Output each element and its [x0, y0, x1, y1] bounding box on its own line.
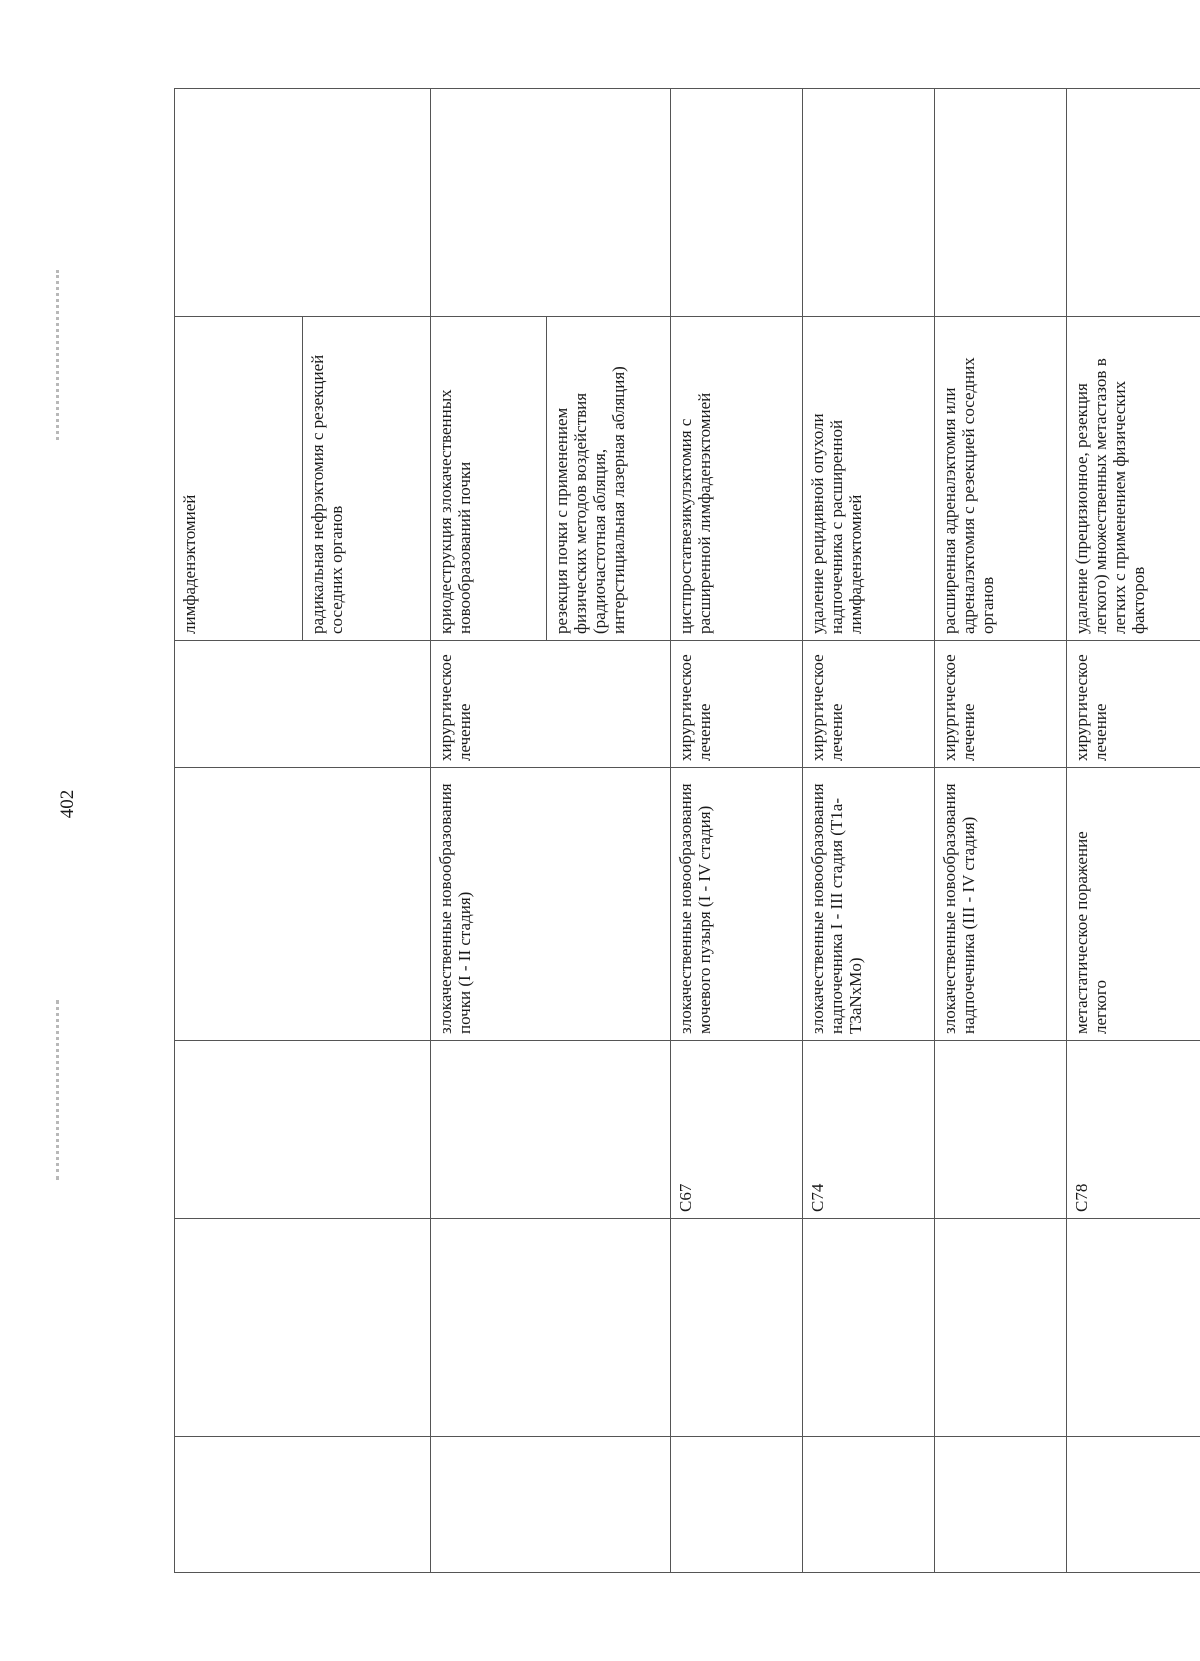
- empty-cell: [431, 1437, 671, 1573]
- empty-cell: [935, 1437, 1067, 1573]
- procedure-cell: удаление рецидивной опухоли надпочечника с расширенной лимфаденэктомией: [803, 317, 935, 641]
- empty-cell: [1067, 1219, 1200, 1437]
- empty-cell: [431, 1041, 671, 1219]
- empty-cell: [803, 1219, 935, 1437]
- treatment-table: [174, 88, 1200, 1573]
- code-cell: С78: [1067, 1041, 1200, 1219]
- table-row: [431, 89, 547, 1573]
- empty-cell: [1067, 1437, 1200, 1573]
- empty-cell: [803, 1437, 935, 1573]
- procedure-cell: цистпростатвезикулэктомия с расширенной лимфаденэктомией: [671, 317, 803, 641]
- table-row: [1067, 89, 1200, 1573]
- empty-cell: [803, 89, 935, 317]
- scan-artifact-bottom: [56, 1000, 63, 1180]
- rotated-page-content: [174, 89, 1149, 1573]
- procedure-cell: лимфаденэктомией: [175, 317, 303, 641]
- empty-cell: [671, 1219, 803, 1437]
- empty-cell: [671, 89, 803, 317]
- empty-cell: [175, 768, 431, 1041]
- treatment-cell: хирургическое лечение: [1067, 641, 1200, 768]
- table-row: [175, 89, 303, 1573]
- diagnosis-cell: злокачественные новообразования надпочечника (III - IV стадия): [935, 768, 1067, 1041]
- treatment-cell: хирургическое лечение: [671, 641, 803, 768]
- empty-cell: [1067, 89, 1200, 317]
- page-number: 402: [57, 789, 78, 819]
- code-cell: С67: [671, 1041, 803, 1219]
- diagnosis-cell: злокачественные новообразования мочевого пузыря (I - IV стадия): [671, 768, 803, 1041]
- table-row: [935, 89, 1067, 1573]
- diagnosis-cell: злокачественные новообразования надпочечника I - III стадия (T1a-T3aNxMo): [803, 768, 935, 1041]
- treatment-cell: хирургическое лечение: [935, 641, 1067, 768]
- empty-cell: [935, 1219, 1067, 1437]
- empty-cell: [671, 1437, 803, 1573]
- empty-cell: [431, 89, 671, 317]
- empty-cell: [175, 1437, 431, 1573]
- empty-cell: [175, 641, 431, 768]
- procedure-cell: радикальная нефрэктомия с резекцией соседних органов: [303, 317, 431, 641]
- procedure-cell: удаление (прецизионное, резекция легкого) множественных метастазов в легких с применением физических факторов: [1067, 317, 1200, 641]
- diagnosis-cell: метастатическое поражение легкого: [1067, 768, 1200, 1041]
- table-row: [803, 89, 935, 1573]
- empty-cell: [935, 89, 1067, 317]
- treatment-cell: хирургическое лечение: [803, 641, 935, 768]
- empty-cell: [935, 1041, 1067, 1219]
- empty-cell: [175, 1219, 431, 1437]
- table-row: [671, 89, 803, 1573]
- empty-cell: [175, 89, 431, 317]
- empty-cell: [175, 1041, 431, 1219]
- scan-artifact-top: [56, 270, 63, 440]
- procedure-cell: резекция почки с применением физических методов воздействия (радиочастотная абляция, интерстициальная лазерная абляция): [547, 317, 671, 641]
- empty-cell: [431, 1219, 671, 1437]
- procedure-cell: расширенная адреналэктомия или адреналэктомия с резекцией соседних органов: [935, 317, 1067, 641]
- treatment-cell: хирургическое лечение: [431, 641, 671, 768]
- code-cell: С74: [803, 1041, 935, 1219]
- diagnosis-cell: злокачественные новообразования почки (I - II стадия): [431, 768, 671, 1041]
- procedure-cell: криодеструкция злокачественных новообразований почки: [431, 317, 547, 641]
